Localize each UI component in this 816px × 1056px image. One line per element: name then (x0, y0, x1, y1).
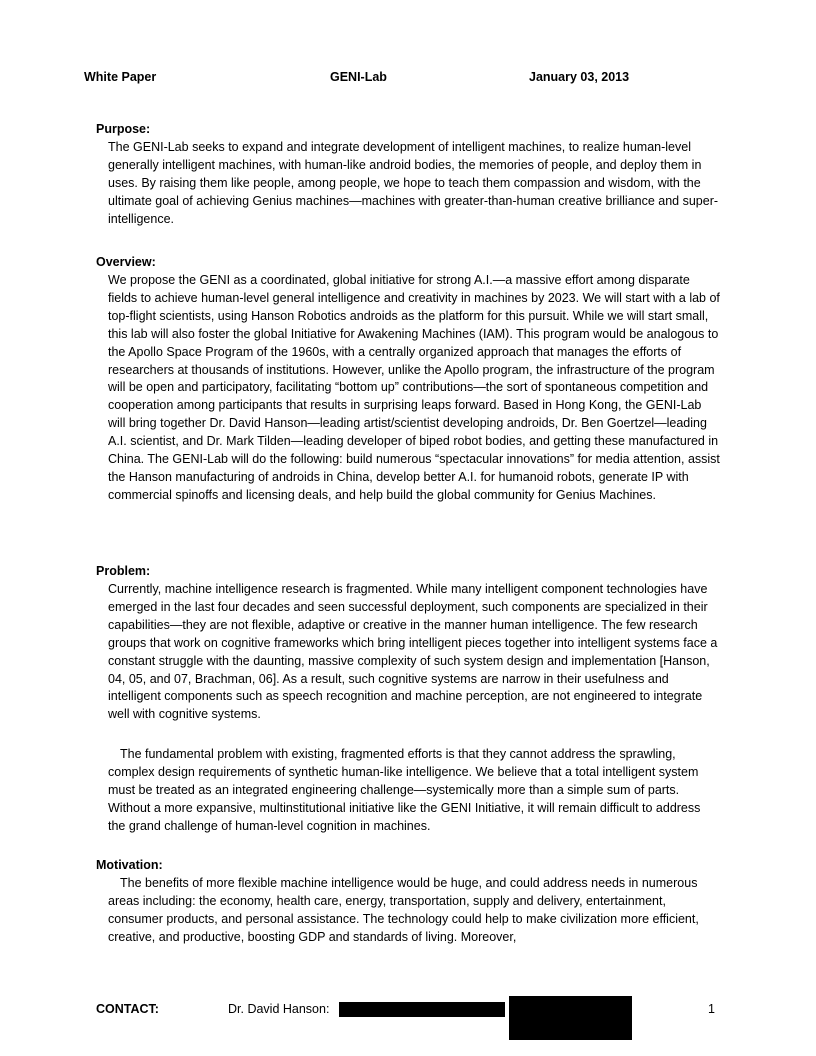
purpose-paragraph: The GENI-Lab seeks to expand and integrate development of intelligent machines, to realize human-level generally intelligent machines, with human-like android bodies, the memories of people, and deploy them in uses. By raising them like people, among people, we hope to teach them compassion and wisdom, with the ultimate goal of achieving Genius machines—machines with greater-than-human creative brilliance and super-intelligence. (108, 140, 719, 226)
header-title: GENI-Lab (330, 70, 387, 84)
redaction-bar (339, 1002, 505, 1017)
motivation-heading: Motivation: (96, 858, 163, 872)
overview-heading: Overview: (96, 255, 156, 269)
footer-contact-name: Dr. David Hanson: (228, 1002, 330, 1016)
problem-paragraph-1: Currently, machine intelligence research is fragmented. While many intelligent component technologies have emerged in the last four decades and seen successful deployment, such components are specialized in their capabilities—they are not flexible, adaptive or creative in the manner human intelligence. The few research groups that work on cognitive frameworks which bring intelligent pieces together into intelligent systems face a constant struggle with the daunting, massive complexity of such system design and implementation [Hanson, 04, 05, and 07, Brachman, 06]. As a result, such cognitive systems are narrow in their usefulness and intelligent components such as speech recognition and machine perception, are not engineered to integrate well with cognitive systems. (108, 582, 718, 722)
problem-heading: Problem: (96, 564, 151, 578)
redaction-box (509, 996, 632, 1040)
footer-contact-label: CONTACT: (96, 1002, 159, 1016)
header-doc-type: White Paper (84, 70, 157, 84)
problem-paragraph-2: The fundamental problem with existing, fragmented efforts is that they cannot address the sprawling, complex design requirements of synthetic human-like intelligence. We believe that a total intelligent system must be treated as an integrated engineering challenge—systemically more than a simple sum of parts. Without a more expansive, multinstitutional initiative like the GENI Initiative, it will remain difficult to address the grand challenge of human-level cognition in machines. (108, 747, 701, 833)
purpose-heading: Purpose: (96, 122, 151, 136)
page-number: 1 (708, 1002, 715, 1016)
motivation-paragraph: The benefits of more flexible machine intelligence would be huge, and could address needs in numerous areas including: the economy, health care, energy, transportation, supply and delivery, entertainment, consumer products, and personal assistance. The technology could help to make civilization more efficient, creative, and productive, boosting GDP and standards of living. Moreover, (108, 876, 699, 944)
overview-paragraph: We propose the GENI as a coordinated, global initiative for strong A.I.—a massive effort among disparate fields to achieve human-level general intelligence and creativity in machines by 2023. We will start with a lab of top-flight scientists, using Hanson Robotics androids as the platform for this pursuit. While we will start small, this lab will also foster the global Initiative for Awakening Machines (IAM). This program would be analogous to the Apollo Space Program of the 1960s, with a centrally organized approach that manages the efforts of researchers at thousands of institutions. However, unlike the Apollo program, the infrastructure of the program will be open and participatory, facilitating “bottom up” contributions—the sort of spontaneous competition and cooperation among participants that results in surprising leaps forward. Based in Hong Kong, the GENI-Lab will bring together Dr. David Hanson—leading artist/scientist developing androids, Dr. Ben Goertzel—leading A.I. scientist, and Dr. Mark Tilden—leading developer of biped robot bodies, and getting these manufactured in China. The GENI-Lab will do the following: build numerous “spectacular innovations” for media attention, assist the Hanson manufacturing of androids in China, develop better A.I. for humanoid robots, generate IP with commercial spinoffs and licensing deals, and help build the global community for Genius Machines. (108, 273, 720, 502)
header-date: January 03, 2013 (529, 70, 630, 84)
